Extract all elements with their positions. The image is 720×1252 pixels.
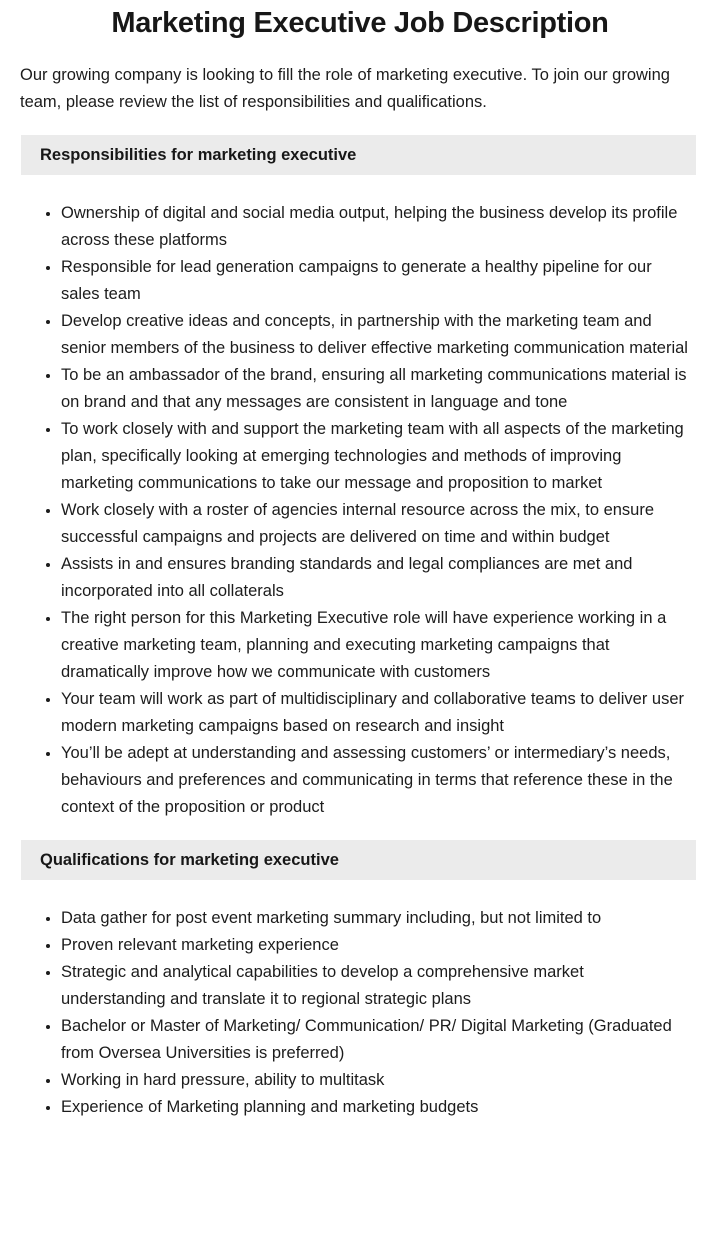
list-item: • Your team will work as part of multidisciplinary and collaborative teams to deliver user modern marketing campaigns based on research and insight: [61, 686, 700, 740]
list-item: • To be an ambassador of the brand, ensuring all marketing communications material is on brand and that any messages are consistent in language and tone: [61, 362, 700, 416]
section-header-label: Qualifications for marketing executive: [40, 851, 339, 869]
list-item: • Assists in and ensures branding standards and legal compliances are met and incorporated into all collaterals: [61, 551, 700, 605]
list-item: • Bachelor or Master of Marketing/ Communication/ PR/ Digital Marketing (Graduated from Oversea Universities is preferred): [61, 1013, 700, 1067]
section-header-qualifications: [21, 840, 696, 880]
list-item: • Responsible for lead generation campaigns to generate a healthy pipeline for our sales team: [61, 254, 700, 308]
list-item: • Strategic and analytical capabilities to develop a comprehensive market understanding and translate it to regional strategic plans: [61, 959, 700, 1013]
list-item: • You’ll be adept at understanding and assessing customers’ or intermediary’s needs, behaviours and preferences and communicating in terms that reference these in the context of the proposition or product: [61, 740, 700, 821]
section-header-label: Responsibilities for marketing executive: [40, 146, 357, 164]
list-item: • Develop creative ideas and concepts, in partnership with the marketing team and senior members of the business to deliver effective marketing communication material: [61, 308, 700, 362]
job-description-page: [0, 6, 720, 1121]
list-item: • The right person for this Marketing Executive role will have experience working in a creative marketing team, planning and executing marketing campaigns that dramatically improve how we communicate with customers: [61, 605, 700, 686]
intro-paragraph: Our growing company is looking to fill the role of marketing executive. To join our growing team, please review the list of responsibilities and qualifications.: [20, 66, 670, 111]
list-item: • To work closely with and support the marketing team with all aspects of the marketing plan, specifically looking at emerging technologies and methods of improving marketing communications to take our message and proposition to market: [61, 416, 700, 497]
list-item: • Work closely with a roster of agencies internal resource across the mix, to ensure successful campaigns and projects are delivered on time and within budget: [61, 497, 700, 551]
list-item: • Proven relevant marketing experience: [61, 932, 700, 959]
section-header-responsibilities: [21, 135, 696, 175]
list-item: • Data gather for post event marketing summary including, but not limited to: [61, 905, 700, 932]
qualifications-list: [0, 905, 700, 1121]
list-item: • Working in hard pressure, ability to multitask: [61, 1067, 700, 1094]
page-title: Marketing Executive Job Description: [111, 7, 609, 39]
list-item: • Experience of Marketing planning and marketing budgets: [61, 1094, 700, 1121]
responsibilities-list: [0, 200, 700, 821]
list-item: • Ownership of digital and social media output, helping the business develop its profile across these platforms: [61, 200, 700, 254]
